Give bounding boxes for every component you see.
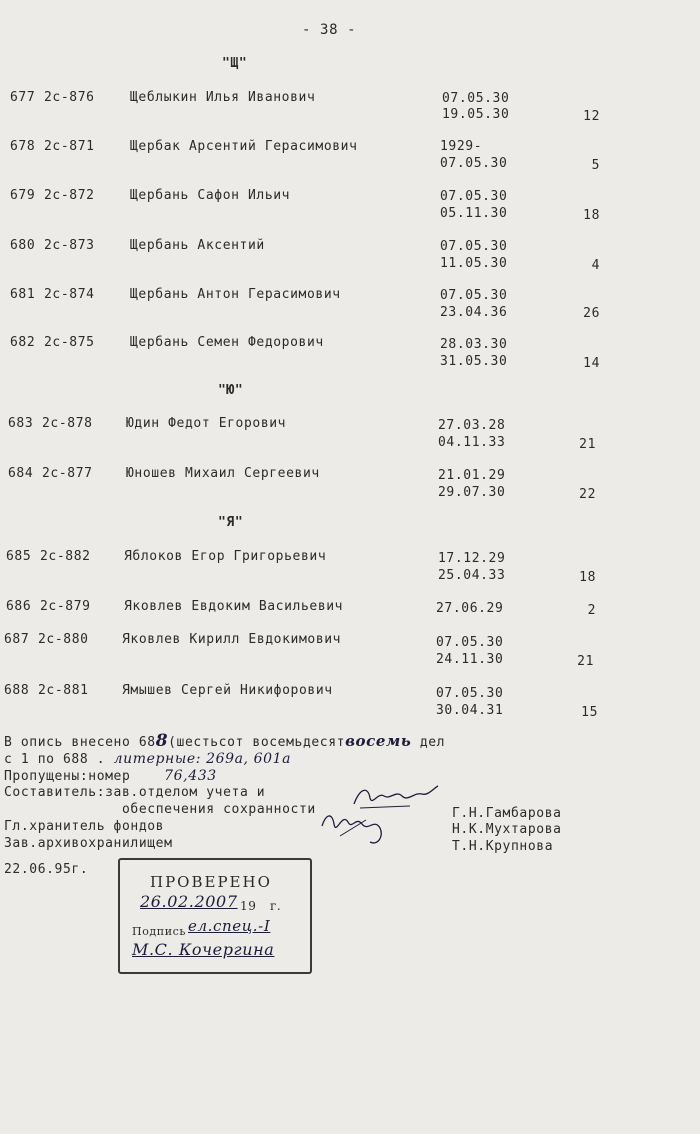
footer-missing-label: Пропущены:номер	[4, 769, 131, 784]
entry-sheets: 5	[591, 158, 600, 173]
entry-date-end: 04.11.33	[438, 435, 506, 450]
entry-date-start: 07.05.30	[436, 686, 504, 701]
entry-name: Юношев Михаил Сергеевич	[126, 466, 320, 481]
entry-name: Яблоков Егор Григорьевич	[124, 549, 327, 564]
entry-date-start: 07.05.30	[442, 91, 510, 106]
entry-code: 2с-878	[42, 416, 93, 431]
entry-date-end: 23.04.36	[440, 305, 508, 320]
footer-total-words: (шестьсот восемьдесят	[168, 735, 346, 750]
stamp-sign-hand-title: ел.спец.-I	[188, 917, 271, 935]
entry-number: 683	[8, 416, 34, 431]
footer-range-text: с 1 по 688 .	[4, 752, 106, 767]
entry-date-end: 25.04.33	[438, 568, 506, 583]
entry-number: 687	[4, 632, 30, 647]
entry-date-end: 24.11.30	[436, 652, 504, 667]
entry-date-start: 27.06.29	[436, 601, 504, 616]
entry-name: Щербань Семен Федорович	[130, 335, 324, 350]
entry-number: 685	[6, 549, 32, 564]
signer-name: Н.К.Мухтарова	[452, 822, 562, 837]
entry-number: 679	[10, 188, 36, 203]
stamp-sign-label: Подпись	[132, 925, 187, 938]
stamp-sign-hand-name: М.С. Кочергина	[132, 940, 275, 959]
entry-sheets: 12	[583, 109, 600, 124]
stamp-date: 26.02.2007	[140, 892, 238, 911]
footer-total-hand-word: восемь	[345, 732, 412, 750]
entry-sheets: 15	[581, 705, 598, 720]
entry-code: 2с-875	[44, 335, 95, 350]
signer-name: Г.Н.Гамбарова	[452, 806, 562, 821]
entry-date-start: 27.03.28	[438, 418, 506, 433]
entry-date-start: 07.05.30	[436, 635, 504, 650]
entry-date-end: 31.05.30	[440, 354, 508, 369]
footer-total-prefix: В опись внесено 68	[4, 735, 156, 750]
footer-total-hand-digit: 8	[155, 731, 169, 751]
stamp-title: ПРОВЕРЕНО	[150, 873, 272, 891]
entry-code: 2с-873	[44, 238, 95, 253]
footer-missing-line	[4, 768, 217, 785]
entry-sheets: 18	[583, 208, 600, 223]
entry-name: Щербань Антон Герасимович	[130, 287, 341, 302]
footer-range-hand: литерные: 269а, 601а	[113, 751, 292, 767]
entry-date-end: 29.07.30	[438, 485, 506, 500]
entry-code: 2с-872	[44, 188, 95, 203]
footer-date: 22.06.95г.	[4, 862, 89, 877]
entry-date-start: 28.03.30	[440, 337, 508, 352]
entry-sheets: 21	[579, 437, 596, 452]
entry-name: Юдин Федот Егорович	[126, 416, 287, 431]
entry-sheets: 26	[583, 306, 600, 321]
entry-date-end: 19.05.30	[442, 107, 510, 122]
entry-code: 2с-877	[42, 466, 93, 481]
entry-number: 680	[10, 238, 36, 253]
footer-compiler-line2: обеспечения сохранности	[122, 802, 316, 817]
entry-sheets: 2	[587, 603, 596, 618]
entry-code: 2с-874	[44, 287, 95, 302]
signer-name: Т.Н.Крупнова	[452, 839, 554, 854]
entry-name: Щеблыкин Илья Иванович	[130, 90, 316, 105]
entry-date-start: 07.05.30	[440, 189, 508, 204]
entry-date-end: 07.05.30	[440, 156, 508, 171]
entry-code: 2с-871	[44, 139, 95, 154]
signature-mukhtarova	[318, 806, 398, 850]
entry-code: 2с-882	[40, 549, 91, 564]
stamp-year-prefix: 19	[240, 899, 257, 913]
footer-total-suffix: дел	[419, 735, 446, 750]
entry-sheets: 18	[579, 570, 596, 585]
entry-code: 2с-881	[38, 683, 89, 698]
entry-date-end: 11.05.30	[440, 256, 508, 271]
verification-stamp	[118, 858, 312, 974]
entry-name: Яковлев Евдоким Васильевич	[124, 599, 344, 614]
section-letter: "Щ"	[222, 56, 248, 71]
footer-storage-head: Зав.архивохранилищем	[4, 836, 173, 851]
entry-sheets: 4	[591, 258, 600, 273]
entry-date-start: 1929-	[440, 139, 483, 154]
footer-range-line	[4, 751, 291, 768]
entry-number: 681	[10, 287, 36, 302]
entry-name: Ямышев Сергей Никифорович	[122, 683, 333, 698]
footer-missing-hand: 76,433	[164, 768, 217, 784]
entry-name: Щербань Сафон Ильич	[130, 188, 291, 203]
entry-code: 2с-880	[38, 632, 89, 647]
page-number: - 38 -	[302, 22, 357, 38]
entry-number: 688	[4, 683, 30, 698]
entry-sheets: 22	[579, 487, 596, 502]
entry-date-end: 05.11.30	[440, 206, 508, 221]
entry-number: 686	[6, 599, 32, 614]
entry-sheets: 14	[583, 356, 600, 371]
section-letter: "Ю"	[218, 383, 244, 398]
footer-chief-keeper: Гл.хранитель фондов	[4, 819, 165, 834]
entry-number: 684	[8, 466, 34, 481]
entry-code: 2с-879	[40, 599, 91, 614]
entry-number: 677	[10, 90, 36, 105]
stamp-year-end: г.	[270, 899, 282, 913]
footer-total-line	[4, 733, 445, 751]
entry-date-end: 30.04.31	[436, 703, 504, 718]
entry-code: 2с-876	[44, 90, 95, 105]
entry-date-start: 17.12.29	[438, 551, 506, 566]
entry-date-start: 21.01.29	[438, 468, 506, 483]
section-letter: "Я"	[218, 515, 244, 530]
entry-name: Щербань Аксентий	[130, 238, 265, 253]
entry-number: 682	[10, 335, 36, 350]
footer-compiler-line: Составитель:зав.отделом учета и	[4, 785, 266, 800]
entry-name: Щербак Арсентий Герасимович	[130, 139, 358, 154]
entry-date-start: 07.05.30	[440, 239, 508, 254]
entry-name: Яковлев Кирилл Евдокимович	[122, 632, 342, 647]
entry-sheets: 21	[577, 654, 594, 669]
entry-number: 678	[10, 139, 36, 154]
entry-date-start: 07.05.30	[440, 288, 508, 303]
